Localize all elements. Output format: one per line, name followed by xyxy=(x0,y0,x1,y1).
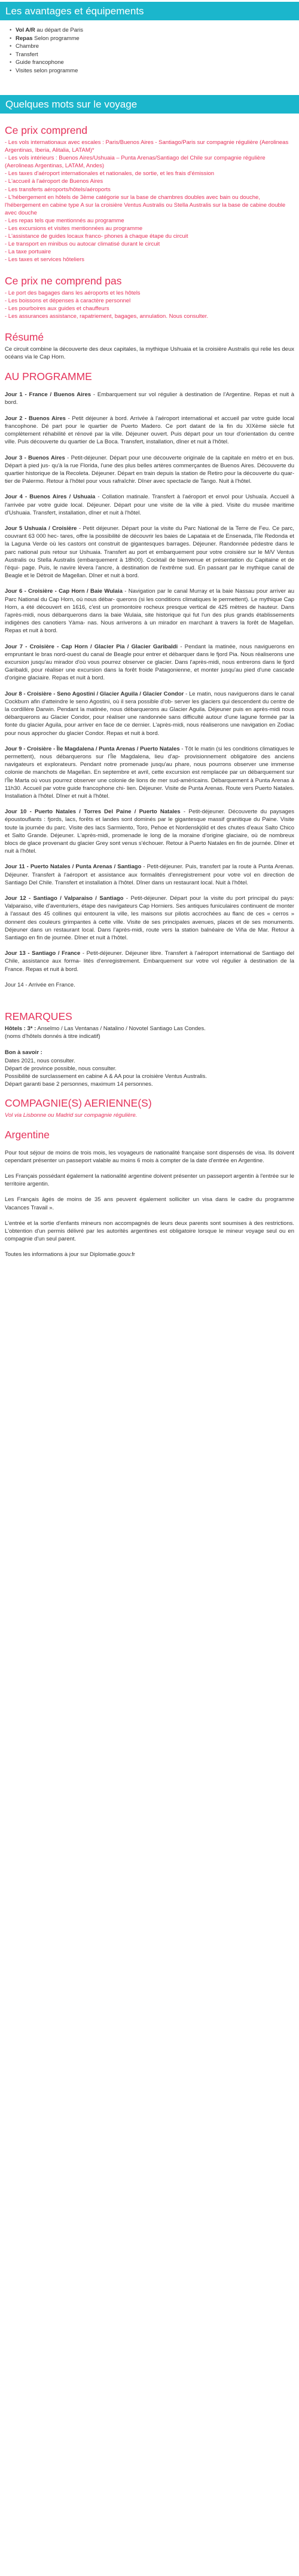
avantage-item: • Repas Selon programme xyxy=(16,35,299,43)
hotels-note: (noms d'hôtels donnés à titre indicatif) xyxy=(5,1033,100,1040)
comprend-item: - L'hébergement en hôtels de 3ème catégorie sur la base de chambres doubles avec bain ou douche, l'hébergement en cabine type A sur la croisière Ventus Australis ou Stella Australis sur la base de cabine double avec douche xyxy=(5,194,286,216)
day-label: Jour 7 - Croisière - Cap Horn / Glacier Pia / Glacier Garibaldi xyxy=(5,643,178,650)
programme-day xyxy=(5,895,294,942)
argentine-paragraph: Les Français possédant également la nationalité argentine doivent présenter un passeport argentin à l'entrée sur le territoire argentin. xyxy=(5,1172,294,1188)
remarques-title: REMARQUES xyxy=(5,1010,72,1023)
programme-day xyxy=(5,415,294,446)
programme-day xyxy=(5,690,294,737)
programme-day xyxy=(5,981,294,989)
non-comprend-item: - Les pourboires aux guides et chauffeurs xyxy=(5,305,109,312)
programme-day xyxy=(5,454,294,486)
day-text: - Petit déjeuner à bord. Arrivée à l'aéroport international et accueil par votre guide local francophone. Dé part pour le quartier de Puerto Madero. Ce port datant de la fin du XIXème siècle fut complètement réhabilité et rénové par la ville. Déjeuner ouvert. Puis départ pour un tour d'orientation du centre ville. Puis découverte du quartier de La Boca. Transfert, installation, dîner et nuit à l'hôtel. xyxy=(5,415,294,446)
comprend-item: - L'accueil à l'aéroport de Buenos Aires xyxy=(5,178,103,185)
day-label: Jour 8 - Croisière - Seno Agostini / Glacier Aguila / Glacier Condor xyxy=(5,690,184,697)
programme-day xyxy=(5,391,294,406)
comprend-list xyxy=(5,139,294,264)
day-text: - Petit-déjeuner. Départ pour une découverte originale de la capitale en métro et en bus. Départ à pied jus- qu'à la rue Florida, l'une des plus belles artères commerçantes de Buenos Aires. Découverte du quartier historique de la Recoleta. Déjeuner. Départ en train depuis la station de Retiro pour la découverte du quar- tier de Palermo. Retour à l'hôtel pour vous rafraîchir. Dîner avec spectacle de Tango. Nuit à l'hôtel. xyxy=(5,454,294,485)
avantage-item: • Vol A/R au départ de Paris xyxy=(16,26,299,35)
non-comprend-item: - Le port des bagages dans les aéroports et les hôtels xyxy=(5,289,141,296)
bon-item: Départ de province possible, nous consulter. xyxy=(5,1065,117,1072)
resume-text: Ce circuit combine la découverte des deux capitales, la mythique Ushuaia et la croisière Australis qui relie les deux océans via le Cap Horn. xyxy=(5,345,294,361)
day-text: - Tôt le matin (si les conditions climatiques le permettent), nous débarquerons sur l'Île Magdalena, lieu d'ap- provisionnement obligatoire des anciens navigateurs et explorateurs. Pendant notre promenade jusqu'au phare, nous pourrons observer une immense colonie de manchots de Magellan. En septembre et avril, cette excursion est remplacée par un débarquement sur l'Île Marta où vous pourrez observer une colonie de lions de mer sud-américains. Débarquement à Punta Arenas à 11h30. Accueil par votre guide francophone chi- lien. Déjeuner. Visite de Punta Arenas. Route vers Puerto Natales. Installation à l'hôtel. Dîner et nuit à l'hôtel. xyxy=(5,745,295,800)
day-text: - Petit-déjeuner. Découverte du paysages époustouflants : fjords, lacs, forêts et landes sont dominés par le gigantesque massif granitique du Paine. Visite toute la journée du parc. Visite des lacs Sarmiento, Toro, Pehoe et Nordenskjöld et des chutes d'eaux Salto Chico et Salto Grande. Déjeuner. L'après-midi, promenade le long de la moraine d'origine glaciaire, où de nombreux blocs de glace provenant du glacier Grey sont venus s'échouer. Retour à Puerto Natales en fin de journée. Dîner et nuit à l'hôtel. xyxy=(5,808,294,855)
programme-day xyxy=(5,643,294,682)
resume-title: Résumé xyxy=(5,330,44,343)
avantage-item: • Chambre xyxy=(16,42,299,51)
day-label: Jour 9 - Croisière - Île Magdalena / Punta Arenas / Puerto Natales xyxy=(5,745,180,752)
day-text: Jour 14 - Arrivée en France. xyxy=(5,981,75,988)
non-comprend-item: - Les assurances assistance, rapatriement, bagages, annulation. Nous consulter. xyxy=(5,313,209,320)
day-text: - Embarquement sur vol régulier à destination de l'Argentine. Repas et nuit à bord. xyxy=(5,391,294,406)
argentine-paragraph: L'entrée et la sortie d'enfants mineurs non accompagnés de leurs deux parents sont soumises à des restrictions. L'obtention d'un permis délivré par les autorités argentines est obligatoire lorsque le mineur voyage seul ou en compagnie d'un seul parent. xyxy=(5,1220,294,1243)
day-text: - Collation matinale. Transfert à l'aéroport et envol pour Ushuaïa. Accueil à l'arrivée par votre guide local. Déjeuner. Départ pour une visite de la ville à pied. Visite du musée maritime d'Ushuaia. Transfert, installation, dîner et nuit à l'hôtel. xyxy=(5,494,294,516)
programme-days xyxy=(5,391,294,989)
avantages-list xyxy=(0,26,299,75)
avantages-header xyxy=(0,2,299,20)
day-label: Jour 5 Ushuaia / Croisière xyxy=(5,525,77,532)
bon-label: Bon à savoir : xyxy=(5,1049,42,1056)
voyage-title: Quelques mots sur le voyage xyxy=(5,99,138,110)
programme-day xyxy=(5,745,294,800)
programme-day xyxy=(5,525,294,580)
comprend-item: - L'assistance de guides locaux franco- phones à chaque étape du circuit xyxy=(5,233,188,240)
voyage-header xyxy=(0,95,299,114)
remarques-block xyxy=(5,1025,294,1088)
comprend-item: - Les taxes d'aéroport internationales et nationales, de sortie, et les frais d'émission xyxy=(5,170,215,177)
comprend-item: - Les excursions et visites mentionnées au programme xyxy=(5,225,143,232)
argentine-paragraph: Pour tout séjour de moins de trois mois, les voyageurs de nationalité française sont dispensés de visa. Ils doivent cependant présenter un passeport valable au moins 6 mois à compter de la date d'entrée en Argentine. xyxy=(5,1149,294,1164)
bon-item: Départ garanti base 2 personnes, maximum 14 personnes. xyxy=(5,1081,153,1088)
argentine-paragraph: Toutes les informations à jour sur Diplomatie.gouv.fr xyxy=(5,1251,135,1258)
day-label: Jour 6 - Croisière - Cap Horn / Baie Wulaia xyxy=(5,588,123,595)
day-label: Jour 3 - Buenos Aires xyxy=(5,454,65,461)
day-text: - Petit-déjeuner. Puis, transfert par la route à Punta Arenas. Déjeuner. Transfert à l'aéroport et assistance aux formalités d'enregistrement pour votre vol en direction de Santiago Del Chile. Transfert et installation à l'hôtel. Dîner dans un restaurant local. Nuit à l'hôtel. xyxy=(5,863,294,886)
day-text: - Petit-déjeuner. Déjeuner libre. Transfert à l'aéroport international de Santiago del Chile, assistance aux forma- lités d'enregistrement. Embarquement sur votre vol régulier à destination de la France. Repas et nuit à bord. xyxy=(5,950,295,973)
avantage-item: • Visites selon programme xyxy=(16,67,299,75)
day-label: Jour 2 - Buenos Aires xyxy=(5,415,66,422)
compagnies-note: Vol via Lisbonne ou Madrid sur compagnie régulière. xyxy=(5,1111,138,1119)
argentine-list xyxy=(5,1149,294,1259)
programme-day xyxy=(5,808,294,855)
day-label: Jour 4 - Buenos Aires / Ushuaia xyxy=(5,494,96,501)
argentine-title: Argentine xyxy=(5,1128,50,1141)
comprend-item: - Les vols internationaux avec escales : Paris/Buenos Aires - Santiago/Paris sur compagnie régulière (Aerolineas Argentinas, Iberia, Alitalia, LATAM)* xyxy=(5,139,289,154)
comprend-item: - La taxe portuaire xyxy=(5,249,51,256)
avantage-item: • Guide francophone xyxy=(16,59,299,67)
programme-day xyxy=(5,493,294,517)
argentine-paragraph: Les Français âgés de moins de 35 ans peuvent également solliciter un visa dans le cadre du programme Vacances Travail ». xyxy=(5,1196,294,1211)
comprend-item: - Les repas tels que mentionnés au programme xyxy=(5,217,124,224)
avantages-title: Les avantages et équipements xyxy=(5,5,144,17)
bon-item: Possibilité de surclassement en cabine A & AA pour la croisière Ventus Australis. xyxy=(5,1073,207,1080)
bon-list xyxy=(5,1057,294,1089)
bon-item: Dates 2021, nous consulter. xyxy=(5,1057,75,1064)
day-text: - Pendant la matinée, nous naviguerons en empruntant le bras nord-ouest du canal de Beagle pour entrer et débarquer dans le fjord Pia. Nous réaliserons une excursion jusqu'au mirador d'où vous pourrez observer ce glacier. Dans l'après-midi, nous entrerons dans le fjord Garibaldi, pour réaliser une excursion dans la forêt froide Patagonienne, et monter jusqu'au pied d'une cascade d'origine glaciaire. Repas et nuit à bord. xyxy=(5,643,294,682)
day-label: Jour 1 - France / Buenos Aires xyxy=(5,391,91,399)
avantage-item: • Transfert xyxy=(16,51,299,59)
comprend-item: - Le transport en minibus ou autocar climatisé durant le circuit xyxy=(5,241,160,248)
comprend-item: - Les vols intérieurs : Buenos Aires/Ushuaia – Punta Arenas/Santiago del Chile sur compagnie régulière (Aerolineas Argentinas, LATAM, Andes) xyxy=(5,155,266,170)
day-text: - Navigation par le canal Murray et la baie Nassau pour arriver au Parc National du Cap Horn, où nous débar- querons (si les conditions climatiques le permettent). Le mythique Cap Horn, a été découvert en 1616, c'est un promontoire rocheux presque vertical de 425 mètres de hauteur. Dans l'après-midi, nous débarquerons dans la baie Wulaia, site historique qui fut l'un des plus grands établissements indigènes des canotiers Yàma- nas. Nous arriverons à un mirador en marchant à travers la forêt de Magellan. Repas et nuit à bord. xyxy=(5,588,294,635)
day-text: - Petit-déjeuner. Départ pour la visite du port principal du pays: Valparaiso, ville d'aventuriers, étape des navigateurs Cap Horniers. Ses antiques funiculaires continuent de monter à l'assaut des 45 collines qui entourent la ville, les maisons sur pilotis accrochées au flanc de ces « cerros » donnent des couleurs grimpantes à cette ville. Visite de ses principales avenues, places et de ses monuments. Déjeuner dans un restaurant local. Dans l'après-midi, route vers la station balnéaire de Viña de Mar. Retour à Santiago en fin de journée. Dîner et nuit à l'hôtel. xyxy=(5,895,294,942)
comprend-item: - Les taxes et services hôteliers xyxy=(5,256,85,264)
non-comprend-title: Ce prix ne comprend pas xyxy=(5,274,122,287)
hotels-line: Hôtels : 3* : Anselmo / Las Ventanas / Natalino / Novotel Santiago Las Condes. xyxy=(5,1025,206,1033)
day-text: - Petit déjeuner. Départ pour la visite du Parc National de la Terre de Feu. Ce parc, couvrant 63 000 hec- tares, offre la possibilité de découvrir les baies de Lapataia et de Ensenada, l'île Redonda et la Laguna Verde où les castors ont construit de gigantesques barrages. Déjeuner. Randonnée pédestre dans le parc national puis retour sur Ushuaia. Transfert au port et embarquement pour votre croisière sur le M/V Ventus Australis ou Stella Australis (embarquement à 18h00). Cocktail de bienvenue et présentation du Capitaine et de l'équi- page. Puis, le navire lèvera l'ancre, à destination de l'extrême sud. En passant par le mythique canal de Beagle et le Détroit de Magellan. Dîner et nuit à bord. xyxy=(5,525,294,580)
day-label: Jour 13 - Santiago / France xyxy=(5,950,81,957)
day-label: Jour 11 - Puerto Natales / Punta Arenas / Santiago xyxy=(5,863,142,871)
day-label: Jour 12 - Santiago / Valparaiso / Santiago xyxy=(5,895,124,902)
day-label: Jour 10 - Puerto Natales / Torres Del Paine / Puerto Natales xyxy=(5,808,181,816)
programme-title: AU PROGRAMME xyxy=(5,370,92,383)
comprend-item: - Les transferts aéroports/hôtels/aéroports xyxy=(5,186,111,193)
non-comprend-item: - Les boissons et dépenses à caractère personnel xyxy=(5,297,131,304)
day-text: - Le matin, nous naviguerons dans le canal Cockburn afin d'atteindre le seno Agostini, où il sera possible d'ob- server les glaciers qui descendent du centre de la cordillère Darwin. Pendant la matinée, nous débarquerons au Glacier Aguila. Déjeuner puis en après-midi nous débarquerons au Glacier Condor, pour réaliser une randonnée sans difficulté autour d'une lagune formée par la fonte du glacier Aguila, pour arriver en face de ce dernier. L'après-midi, nous réaliserons une navigation en Zodiac pour nous approcher du glacier Condor. Repas et nuit à bord. xyxy=(5,690,294,737)
programme-day xyxy=(5,949,294,973)
programme-day xyxy=(5,863,294,887)
comprend-title: Ce prix comprend xyxy=(5,124,88,136)
programme-day xyxy=(5,587,294,635)
compagnies-title: COMPAGNIE(S) AERIENNE(S) xyxy=(5,1096,152,1109)
non-comprend-list xyxy=(5,289,294,320)
